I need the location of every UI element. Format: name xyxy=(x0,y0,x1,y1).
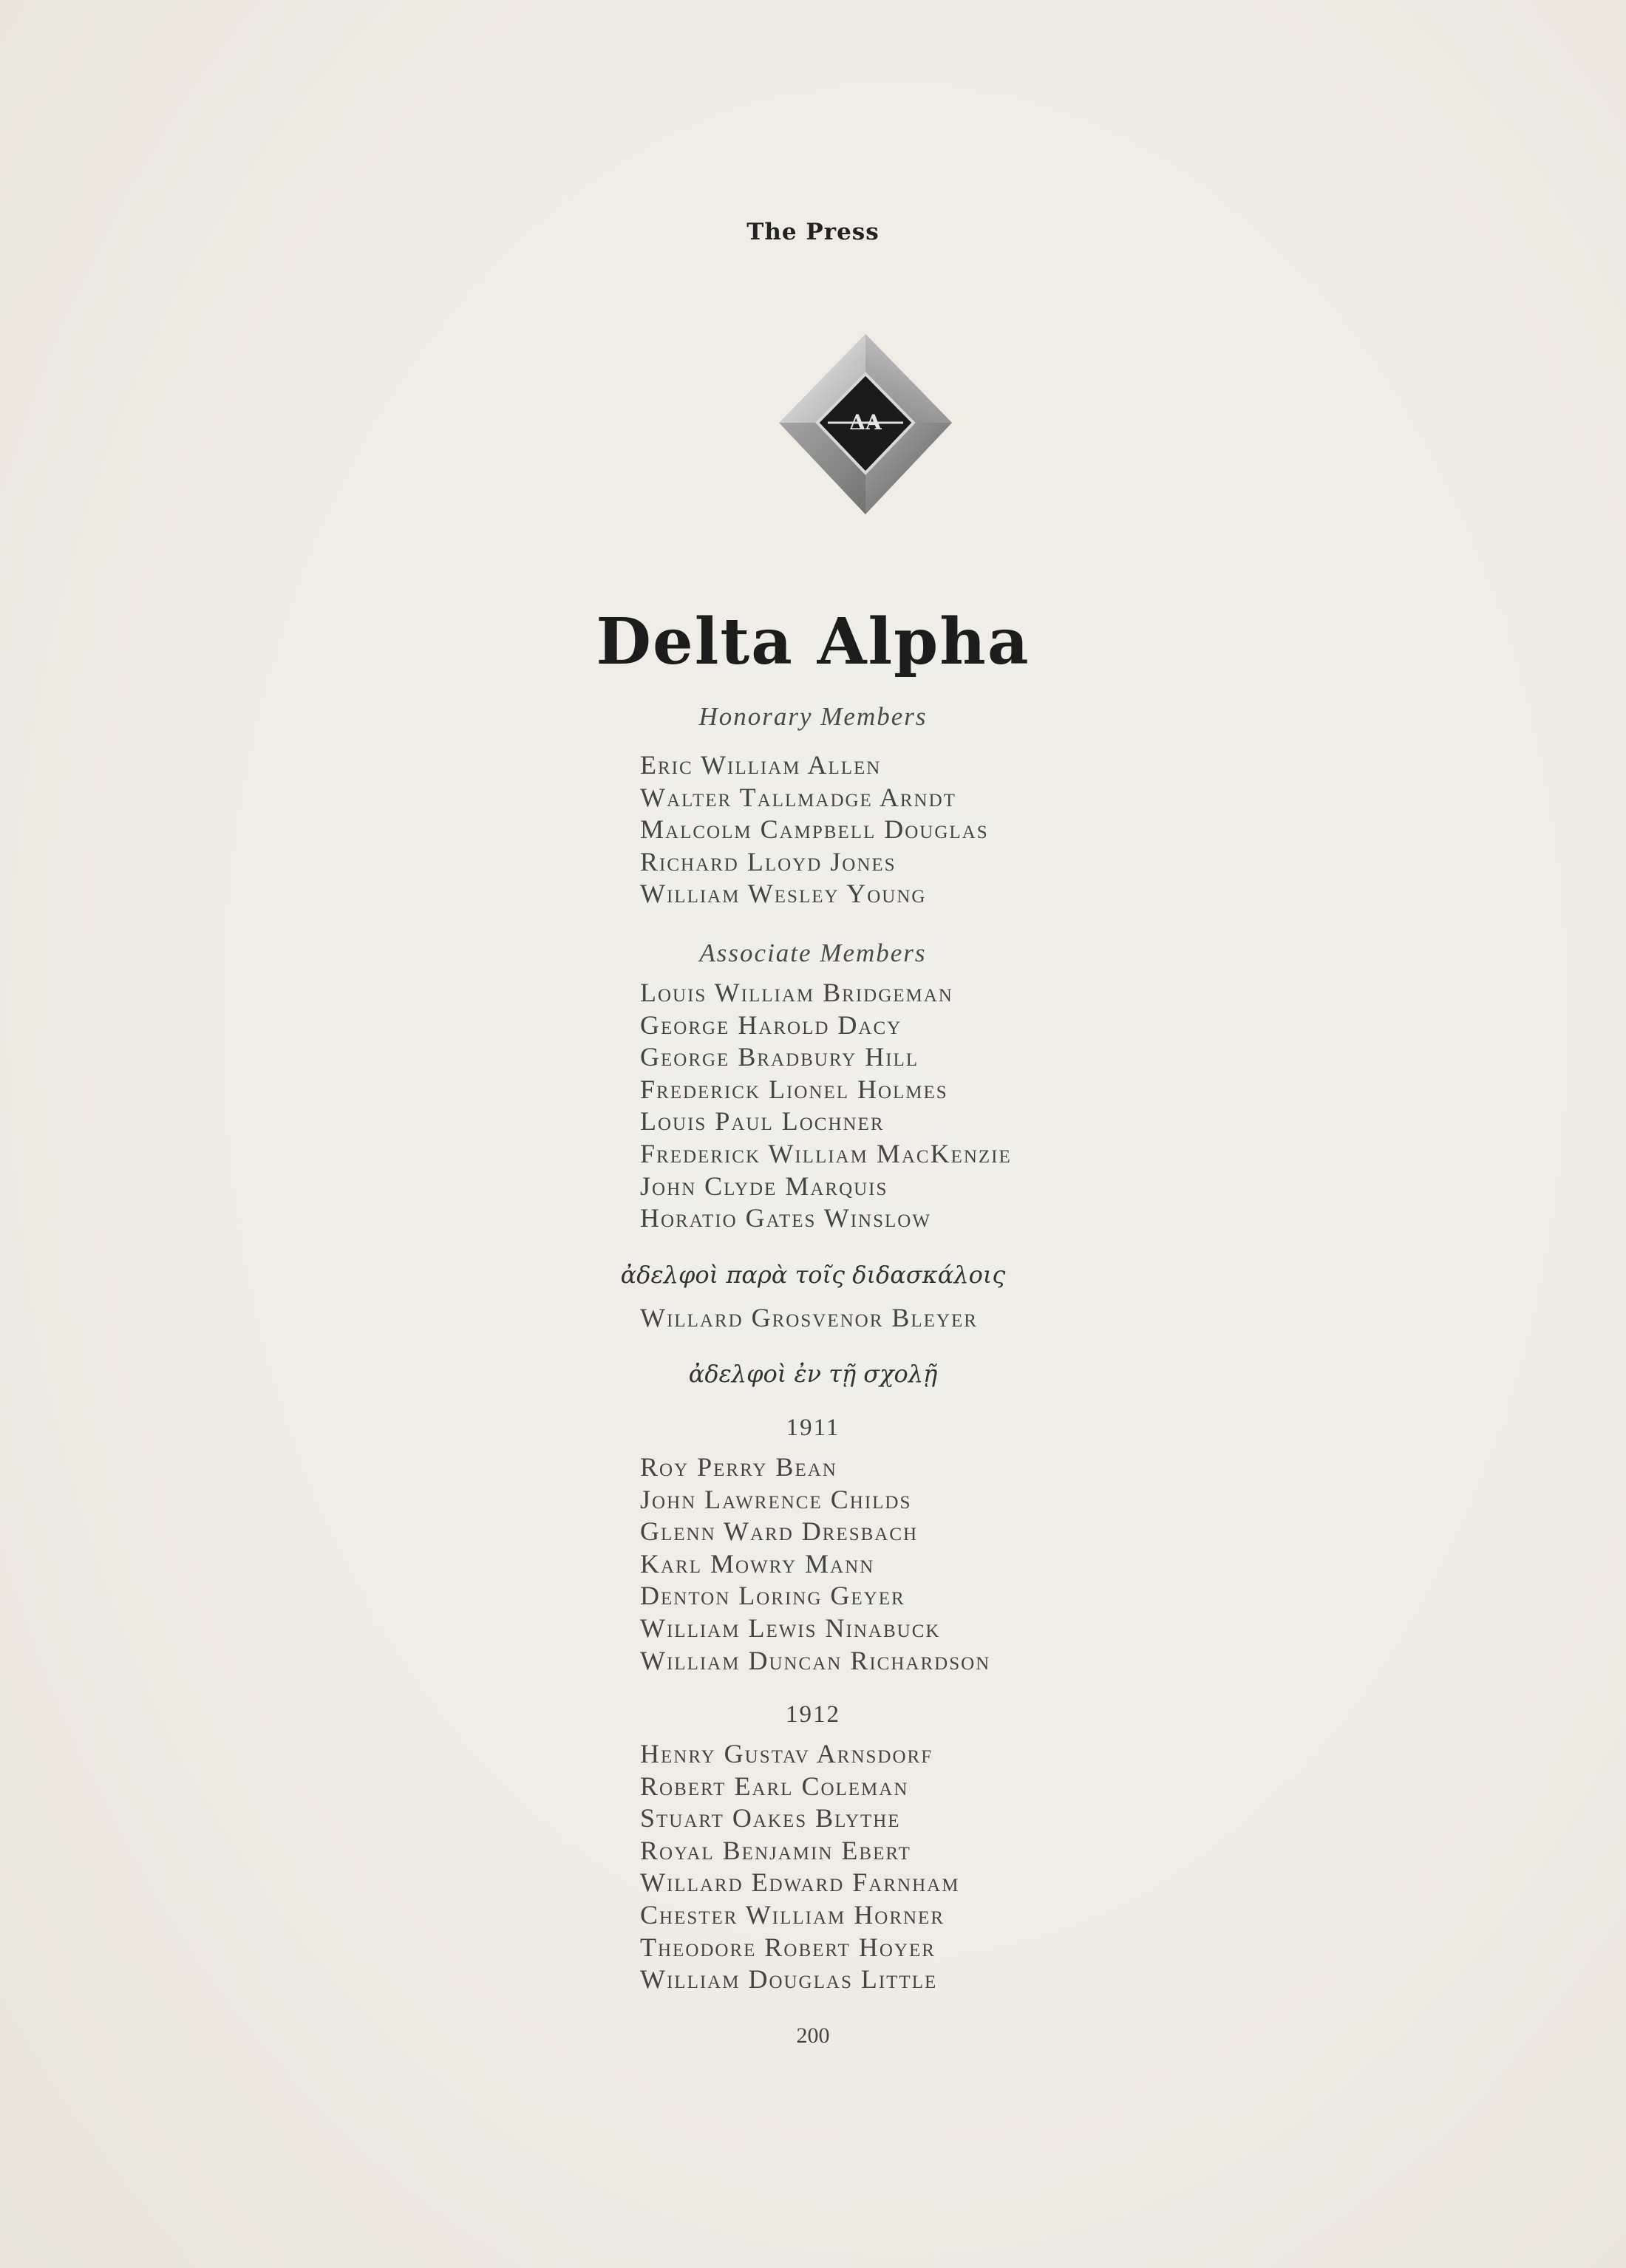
faculty-brothers-heading: ἀδελφοὶ παρὰ τοῖς διδασκάλοις xyxy=(620,1261,1006,1289)
list-item: Malcolm Campbell Douglas xyxy=(640,814,989,845)
list-item: Henry Gustav Arnsdorf xyxy=(640,1739,933,1768)
list-item: Glenn Ward Dresbach xyxy=(640,1516,919,1547)
list-item: Robert Earl Coleman xyxy=(640,1771,909,1801)
list-item: George Harold Dacy xyxy=(640,1009,902,1040)
list-item: Chester William Horner xyxy=(640,1899,945,1930)
list-item: Stuart Oakes Blythe xyxy=(640,1803,901,1833)
list-item: Karl Mowry Mann xyxy=(640,1548,875,1579)
list-item: Frederick Lionel Holmes xyxy=(640,1074,948,1104)
class-1911-list xyxy=(640,1451,990,1677)
list-item: Denton Loring Geyer xyxy=(640,1581,905,1611)
list-item: Theodore Robert Hoyer xyxy=(640,1932,936,1962)
class-1911-heading: 1911 xyxy=(786,1414,840,1441)
class-1912-list xyxy=(640,1738,959,1996)
emblem-monogram: ΔA xyxy=(849,410,882,435)
list-item: Louis William Bridgeman xyxy=(640,978,953,1007)
list-item: Royal Benjamin Ebert xyxy=(640,1835,911,1865)
associate-members-heading: Associate Members xyxy=(699,939,927,967)
page-number: 200 xyxy=(796,2023,830,2048)
list-item: Horatio Gates Winslow xyxy=(640,1203,931,1233)
class-1912-heading: 1912 xyxy=(786,1701,840,1728)
delta-alpha-diamond-badge-icon xyxy=(776,331,955,517)
list-item: Walter Tallmadge Arndt xyxy=(640,782,956,812)
honorary-members-heading: Honorary Members xyxy=(698,702,928,731)
list-item: Eric William Allen xyxy=(640,750,882,780)
list-item: Louis Paul Lochner xyxy=(640,1106,885,1137)
list-item: William Duncan Richardson xyxy=(640,1645,991,1675)
running-head: The Press xyxy=(746,219,880,245)
list-item: Roy Perry Bean xyxy=(640,1452,837,1482)
list-item: William Wesley Young xyxy=(640,879,927,909)
list-item: John Lawrence Childs xyxy=(640,1484,912,1514)
list-item: Willard Edward Farnham xyxy=(640,1867,960,1898)
school-brothers-heading: ἀδελφοὶ ἐν τῇ σχολῇ xyxy=(688,1360,938,1388)
list-item: Frederick William MacKenzie xyxy=(640,1138,1012,1168)
list-item: John Clyde Marquis xyxy=(640,1171,888,1201)
list-item: George Bradbury Hill xyxy=(640,1042,919,1072)
list-item: William Douglas Little xyxy=(640,1964,938,1995)
associate-members-list xyxy=(640,977,1012,1235)
list-item: William Lewis Ninabuck xyxy=(640,1613,941,1643)
page-title: Delta Alpha xyxy=(596,605,1030,679)
faculty-brothers-list xyxy=(640,1302,978,1335)
honorary-members-list xyxy=(640,749,989,910)
list-item: Willard Grosvenor Bleyer xyxy=(640,1303,978,1332)
list-item: Richard Lloyd Jones xyxy=(640,846,897,876)
